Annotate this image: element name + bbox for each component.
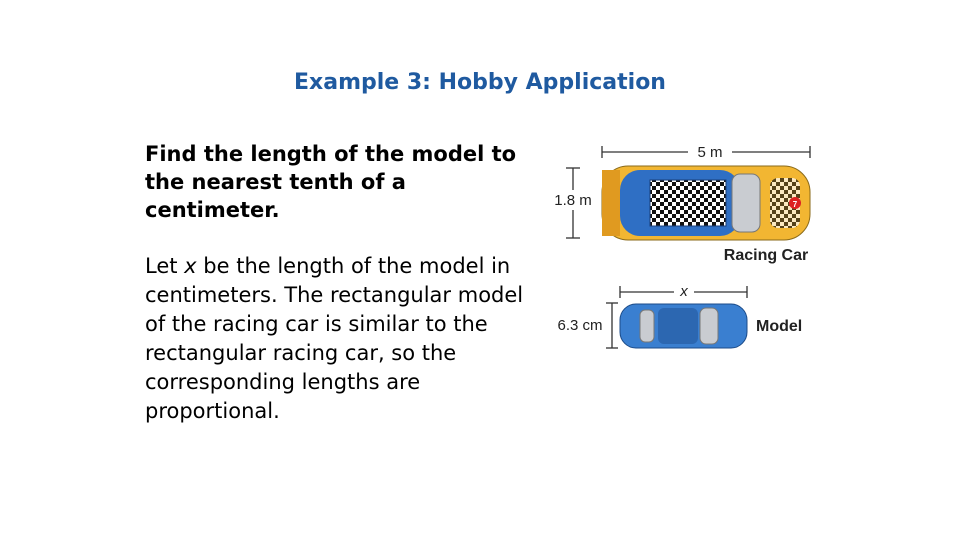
model-width-label: 6.3 cm	[557, 317, 603, 334]
problem-explanation	[145, 252, 545, 426]
slide-title: Example 3: Hobby Application	[294, 70, 666, 95]
explanation-suffix: be the length of the model in centimeters. The rectangular model of the racing car is similar to the rectangular racing car, so the corresponding lengths are proportional.	[145, 254, 524, 423]
car-diagram	[540, 130, 840, 370]
model-label: Model	[756, 318, 803, 335]
racing-car-length-dimension	[602, 142, 810, 162]
racing-car-width-label: 1.8 m	[554, 192, 592, 209]
racing-car	[602, 166, 810, 240]
variable-x: x	[184, 254, 197, 278]
model-length-dimension	[620, 282, 747, 300]
explanation-prefix: Let	[145, 254, 185, 278]
model-car	[620, 304, 747, 348]
problem-prompt: Find the length of the model to the nearest tenth of a centimeter.	[145, 142, 517, 222]
racing-car-length-label: 5 m	[697, 144, 723, 161]
model-width-dimension	[552, 303, 618, 348]
racing-car-label: Racing Car	[723, 247, 809, 264]
car-number: 7	[792, 200, 798, 209]
racing-car-width-dimension	[550, 168, 596, 238]
model-length-label: x	[680, 283, 688, 300]
